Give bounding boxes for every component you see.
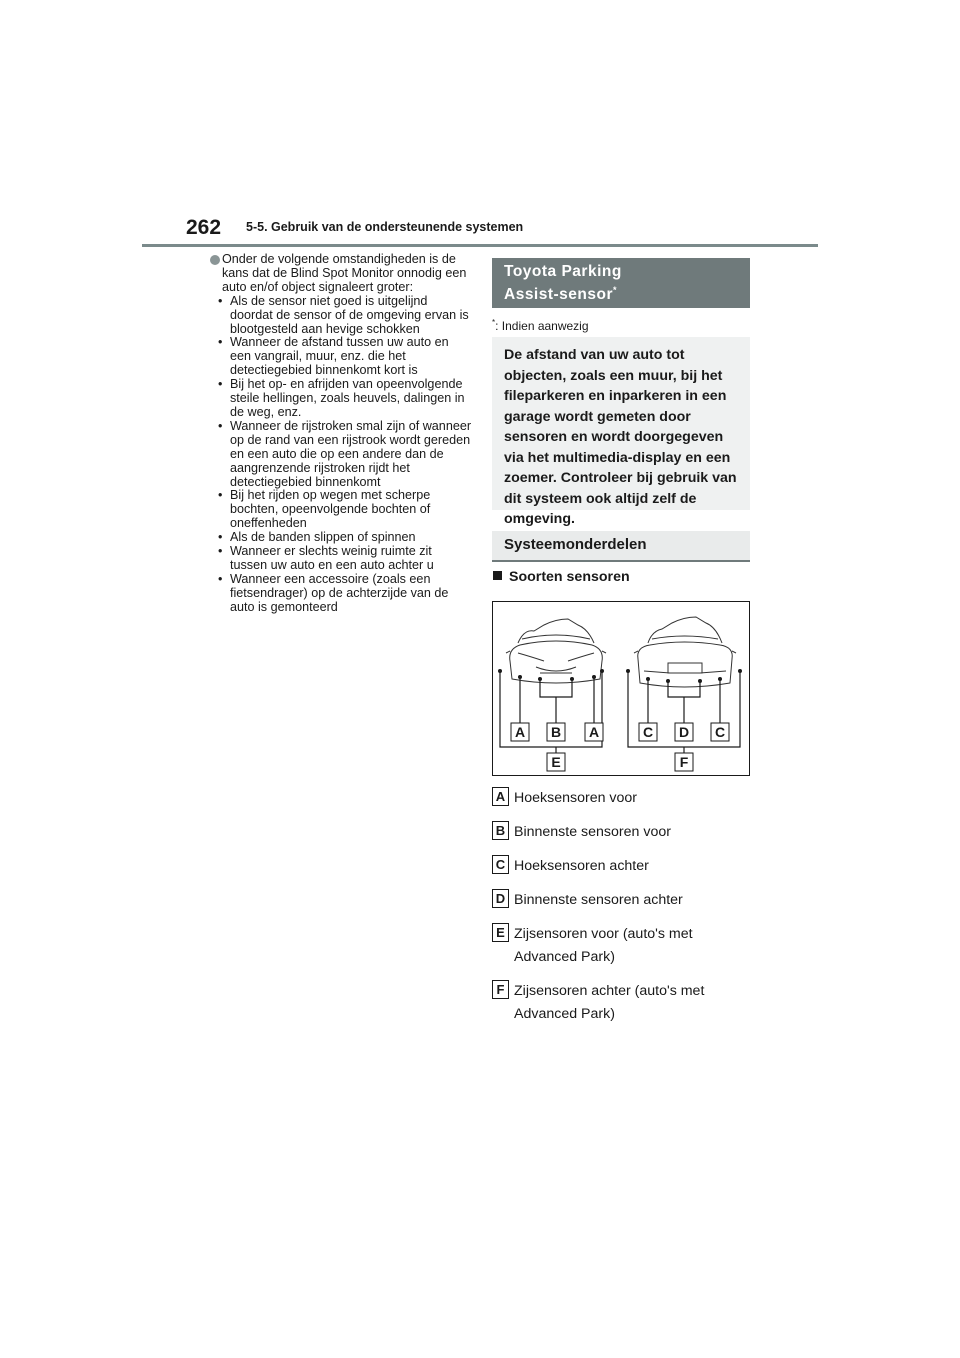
- list-item-text: Wanneer de rijstroken smal zijn of wanneer op de rand van een rijstrook wordt gereden en een auto die op een andere dan de aangrenzende rijstroken rijdt het detectiegebied binnenkomt: [230, 418, 472, 489]
- sensor-dot: [518, 675, 522, 679]
- sensor-dot: [646, 677, 650, 681]
- subsection-title: Systeemonderdelen: [504, 536, 647, 553]
- intro-text: Onder de volgende omstandigheden is de kans dat de Blind Spot Monitor onnodig een auto en/of object signaleert groter:: [222, 252, 467, 294]
- section-title: Toyota Parking Assist-sensor*: [504, 263, 622, 304]
- condition-list: [210, 295, 472, 615]
- list-item-text: Wanneer een accessoire (zoals een fietsendrager) op de achterzijde van de auto is gemonteerd: [230, 571, 449, 614]
- sensor-legend: [492, 787, 754, 1037]
- sensor-dot: [538, 677, 542, 681]
- legend-key-box: D: [492, 889, 509, 908]
- legend-item: [492, 889, 754, 912]
- chapter-title: 5-5. Gebruik van de ondersteunende systemen: [246, 220, 524, 234]
- list-item: [210, 378, 472, 420]
- list-item: [210, 295, 472, 337]
- sensor-dot: [718, 677, 722, 681]
- legend-item: [492, 821, 754, 844]
- sensor-dot: [600, 669, 604, 673]
- header-divider: [142, 244, 818, 247]
- list-item: [210, 573, 472, 615]
- legend-item: [492, 855, 754, 878]
- footnote: *: Indien aanwezig: [492, 318, 589, 333]
- bullet-icon: •: [218, 377, 223, 392]
- list-item: [210, 489, 472, 531]
- legend-item: [492, 923, 754, 969]
- bullet-circle-icon: [210, 255, 220, 265]
- legend-key-box: A: [492, 787, 509, 806]
- list-item-text: Als de sensor niet goed is uitgelijnd doordat de sensor of de omgeving ervan is blootgesteld aan hevige schokken: [230, 293, 469, 336]
- legend-item: [492, 787, 754, 810]
- label-b-front: B: [550, 724, 562, 740]
- list-item: [210, 531, 472, 545]
- label-c-rear-left: C: [642, 724, 654, 740]
- list-item-text: Als de banden slippen of spinnen: [230, 530, 416, 545]
- legend-text: Binnenste sensoren achter: [514, 892, 683, 908]
- summary-box: [492, 337, 750, 527]
- sensor-types-heading: Soorten sensoren: [493, 569, 630, 585]
- list-item: [210, 420, 472, 490]
- list-item-text: Bij het op- en afrijden van opeenvolgende steile hellingen, zoals heuvels, dalingen in de weg, enz.: [230, 377, 465, 419]
- label-f-rear-side: F: [679, 754, 689, 770]
- page-number: 262: [186, 216, 222, 239]
- label-d-rear: D: [678, 724, 690, 740]
- bullet-icon: •: [218, 530, 223, 545]
- label-c-rear-right: C: [714, 724, 726, 740]
- legend-text: Binnenste sensoren voor: [514, 824, 671, 840]
- bullet-icon: •: [218, 418, 223, 433]
- list-item: [210, 545, 472, 573]
- sensor-diagram: [492, 601, 750, 776]
- left-column: [210, 253, 472, 615]
- label-a-front-left: A: [514, 724, 526, 740]
- legend-key-box: C: [492, 855, 509, 874]
- legend-text: Zijsensoren achter (auto's met Advanced Park): [514, 983, 705, 1022]
- sensor-dot: [592, 675, 596, 679]
- legend-item: [492, 980, 754, 1026]
- subsection-banner: [492, 531, 750, 562]
- bullet-icon: •: [218, 488, 223, 503]
- list-item-text: Wanneer er slechts weinig ruimte zit tussen uw auto en een auto achter u: [230, 544, 434, 572]
- legend-text: Hoeksensoren achter: [514, 858, 649, 874]
- bullet-icon: •: [218, 571, 223, 586]
- bullet-icon: •: [218, 544, 223, 559]
- list-item-text: Bij het rijden op wegen met scherpe bochten, opeenvolgende bochten of oneffenheden: [230, 488, 431, 531]
- sensor-dot: [666, 679, 670, 683]
- bullet-icon: •: [218, 293, 223, 308]
- sensor-dot: [570, 677, 574, 681]
- legend-text: Zijsensoren voor (auto's met Advanced Park): [514, 926, 693, 965]
- sensor-dot: [738, 669, 742, 673]
- legend-text: Hoeksensoren voor: [514, 790, 638, 806]
- section-title-banner: [492, 258, 750, 308]
- summary-text: De afstand van uw auto tot objecten, zoals een muur, bij het fileparkeren en inparkeren in een garage wordt gemeten door sensoren en wordt doorgegeven via het multimedia-display en een zoemer. Controleer bij gebruik van dit systeem ook altijd zelf de omgeving.: [504, 347, 737, 527]
- intro-paragraph: [210, 253, 472, 295]
- label-e-front-side: E: [551, 754, 561, 770]
- legend-key-box: F: [492, 980, 509, 999]
- square-bullet-icon: [493, 571, 502, 580]
- sensor-dot: [498, 669, 502, 673]
- list-item-text: Wanneer de afstand tussen uw auto en een vangrail, muur, enz. die het detectiegebied binnenkomt kort is: [230, 335, 449, 378]
- list-item: [210, 336, 472, 378]
- legend-key-box: B: [492, 821, 509, 840]
- bullet-icon: •: [218, 335, 223, 350]
- sensor-dot: [626, 669, 630, 673]
- legend-key-box: E: [492, 923, 509, 942]
- sensor-dot: [698, 679, 702, 683]
- label-a-front-right: A: [588, 724, 600, 740]
